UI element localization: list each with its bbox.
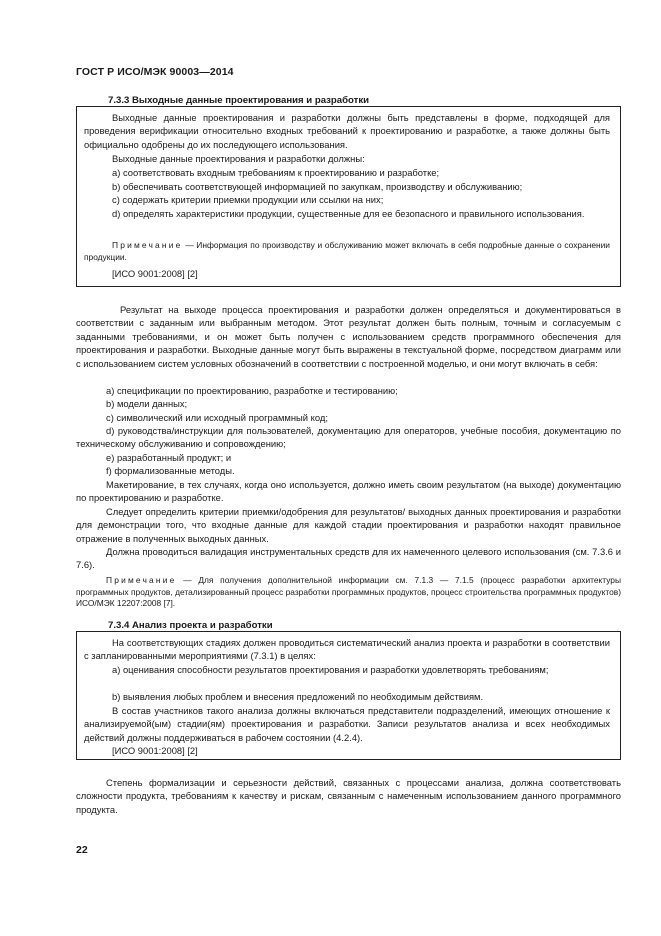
body-list-item: f) формализованные методы. — [106, 465, 235, 476]
page-number: 22 — [76, 844, 88, 856]
box-paragraph: Выходные данные проектирования и разработки должны: — [112, 153, 365, 164]
section-title-7-3-4: 7.3.4 Анализ проекта и разработки — [108, 620, 273, 631]
body-list-item: c) символический или исходный программный код; — [106, 412, 328, 423]
section-title-7-3-3: 7.3.3 Выходные данные проектирования и разработки — [108, 95, 370, 106]
box-list-item: b) обеспечивать соответствующей информацией по закупкам, производству и обслуживанию; — [112, 181, 523, 192]
body-paragraph: Макетирование, в тех случаях, когда оно используется, должно иметь своим результатом (на выходе) документацию по проектированию и разработке. — [76, 479, 621, 504]
note-label: Примечание — [106, 575, 177, 585]
note-label: Примечание — [112, 240, 183, 250]
box-reference: [ИСО 9001:2008] [2] — [112, 745, 198, 756]
box-paragraph: В состав участников такого анализа должны включаться представители подразделений, имеющих отношение к анализируемой(ым) стадии(ям) проектирования и разработки. Записи результатов анализа и всех необходимых действий должны поддерживаться в рабочем состоянии (4.2.4). — [84, 705, 610, 743]
note-text: — Для получения дополнительной информации см. 7.1.3 — 7.1.5 (процесс разработки архитектуры программных продуктов, детализированный процесс разработки программных продуктов, процесс строительства программных продуктов) ИСО/МЭК 12207:2008 [7]. — [76, 575, 621, 609]
box-list-item: a) оценивания способности результатов проектирования и разработки удовлетворять требованиям; — [112, 664, 549, 675]
note-text: — Информация по производству и обслуживанию может включать в себя подробные данные о сохранении продукции. — [84, 240, 610, 262]
box-paragraph: На соответствующих стадиях должен проводиться систематический анализ проекта и разработки в соответствии с запланированными мероприятиями (7.3.1) в целях: — [84, 637, 610, 662]
box-list-item: c) содержать критерии приемки продукции или ссылки на них; — [112, 194, 384, 205]
document-header: ГОСТ Р ИСО/МЭК 90003—2014 — [76, 66, 234, 78]
body-paragraph: Должна проводиться валидация инструментальных средств для их намеченного целевого использования (см. 7.3.6 и 7.6). — [76, 546, 621, 571]
body-paragraph: Результат на выходе процесса проектирования и разработки должен определяться и документироваться в соответствии с заданным или выбранным методом. Этот результат должен быть полным, точным и согласуемым с заданными требованиями, и он может быть получен с использованием средств программного обеспечения для проектирования и разработки. Выходные данные могут быть выражены в текстуальной форме, посредством диаграмм или с использованием систем условных обозначений в соответствии с построенной моделью, и они могут включать в себя: — [76, 304, 621, 369]
body-list-item: b) модели данных; — [106, 398, 188, 409]
body-paragraph: Степень формализации и серьезности действий, связанных с процессами анализа, должна соответствовать сложности продукта, требованиям к качеству и рискам, связанным с намеченным использованием данного программного продукта. — [76, 777, 621, 815]
body-paragraph: Следует определить критерии приемки/одобрения для результатов/ выходных данных проектирования и разработки для демонстрации того, что входные данные для каждой стадии проектирования и разработки находят правильное отражение в полученных выходных данных. — [76, 506, 621, 544]
box-paragraph: Выходные данные проектирования и разработки должны быть представлены в форме, подходящей для проведения верификации относительно входных требований к проектированию и разработке, а также должны быть официально одобрены до их последующего использования. — [84, 112, 610, 150]
box-reference: [ИСО 9001:2008] [2] — [112, 268, 198, 279]
box-list-item: d) определять характеристики продукции, существенные для ее безопасного и правильного использования. — [112, 208, 585, 219]
body-list-item: d) руководства/инструкции для пользователей, документацию для операторов, учебные пособия, документацию по техническому обслуживанию и сопровождению; — [76, 425, 621, 450]
body-list-item: e) разработанный продукт; и — [106, 452, 232, 463]
body-note — [76, 575, 621, 610]
box-list-item: a) соответствовать входным требованиям к проектированию и разработке; — [112, 167, 440, 178]
box-note — [84, 240, 610, 263]
box-list-item: b) выявления любых проблем и внесения предложений по необходимым действиям. — [112, 691, 484, 702]
body-list-item: a) спецификации по проектированию, разработке и тестированию; — [106, 385, 398, 396]
